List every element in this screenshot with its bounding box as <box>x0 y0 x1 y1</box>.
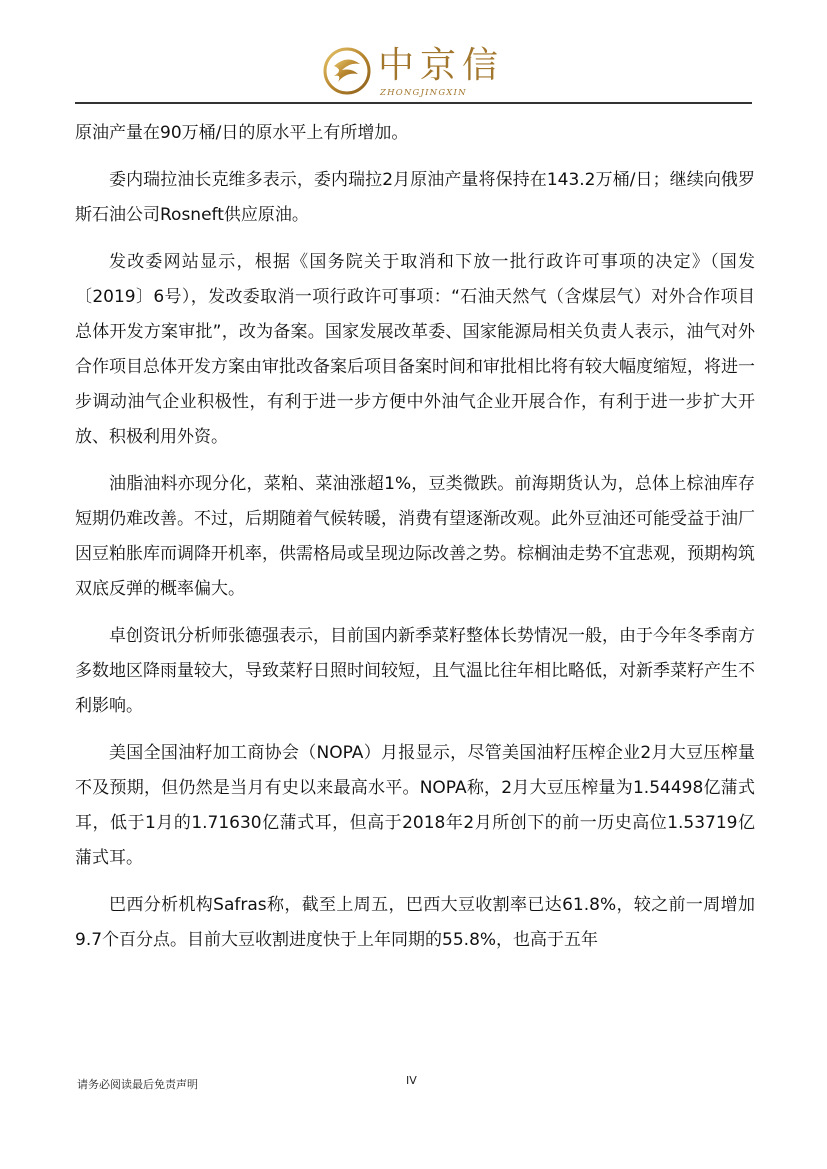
paragraph: 发改委网站显示，根据《国务院关于取消和下放一批行政许可事项的决定》（国发〔2019〕6号），发改委取消一项行政许可事项：“石油天然气（含煤层气）对外合作项目总体开发方案审批”，改为备案。国家发展改革委、国家能源局相关负责人表示，油气对外合作项目总体开发方案由审批改备案后项目备案时间和审批相比将有较大幅度缩短，将进一步调动油气企业积极性，有利于进一步方便中外油气企业开展合作，有利于进一步扩大开放、积极利用外资。 <box>75 252 755 447</box>
paragraph: 油脂油料亦现分化，菜粕、菜油涨超1%，豆类微跌。前海期货认为，总体上棕油库存短期仍难改善。不过，后期随着气候转暖，消费有望逐渐改观。此外豆油还可能受益于油厂因豆粕胀库而调降开机率，供需格局或呈现边际改善之势。棕榈油走势不宜悲观，预期构筑双底反弹的概率偏大。 <box>75 474 755 599</box>
brand-pinyin: ZHONGJINGXIN <box>380 88 467 98</box>
brand-name: 中京信 <box>378 45 505 86</box>
paragraph: 委内瑞拉油长克维多表示，委内瑞拉2月原油产量将保持在143.2万桶/日；继续向俄罗斯石油公司Rosneft供应原油。 <box>75 170 755 225</box>
paragraph: 美国全国油籽加工商协会（NOPA）月报显示，尽管美国油籽压榨企业2月大豆压榨量不及预期，但仍然是当月有史以来最高水平。NOPA称，2月大豆压榨量为1.54498亿蒲式耳，低于1月的1.71630亿蒲式耳，但高于2018年2月所创下的前一历史高位1.53719亿蒲式耳。 <box>75 743 755 868</box>
gold-swirl-logo-icon <box>322 46 372 96</box>
article-body <box>75 116 755 970</box>
paragraph: 原油产量在90万桶/日的原水平上有所增加。 <box>75 123 409 143</box>
page-header <box>0 40 827 102</box>
page-number: IV <box>406 1074 417 1087</box>
paragraph: 巴西分析机构Safras称，截至上周五，巴西大豆收割率已达61.8%，较之前一周增加9.7个百分点。目前大豆收割进度快于上年同期的55.8%，也高于五年 <box>75 895 755 950</box>
paragraph: 卓创资讯分析师张德强表示，目前国内新季菜籽整体长势情况一般，由于今年冬季南方多数地区降雨量较大，导致菜籽日照时间较短，且气温比往年相比略低，对新季菜籽产生不利影响。 <box>75 626 755 716</box>
disclaimer-note: 请务必阅读最后免责声明 <box>77 1078 198 1091</box>
header-divider <box>75 102 752 104</box>
